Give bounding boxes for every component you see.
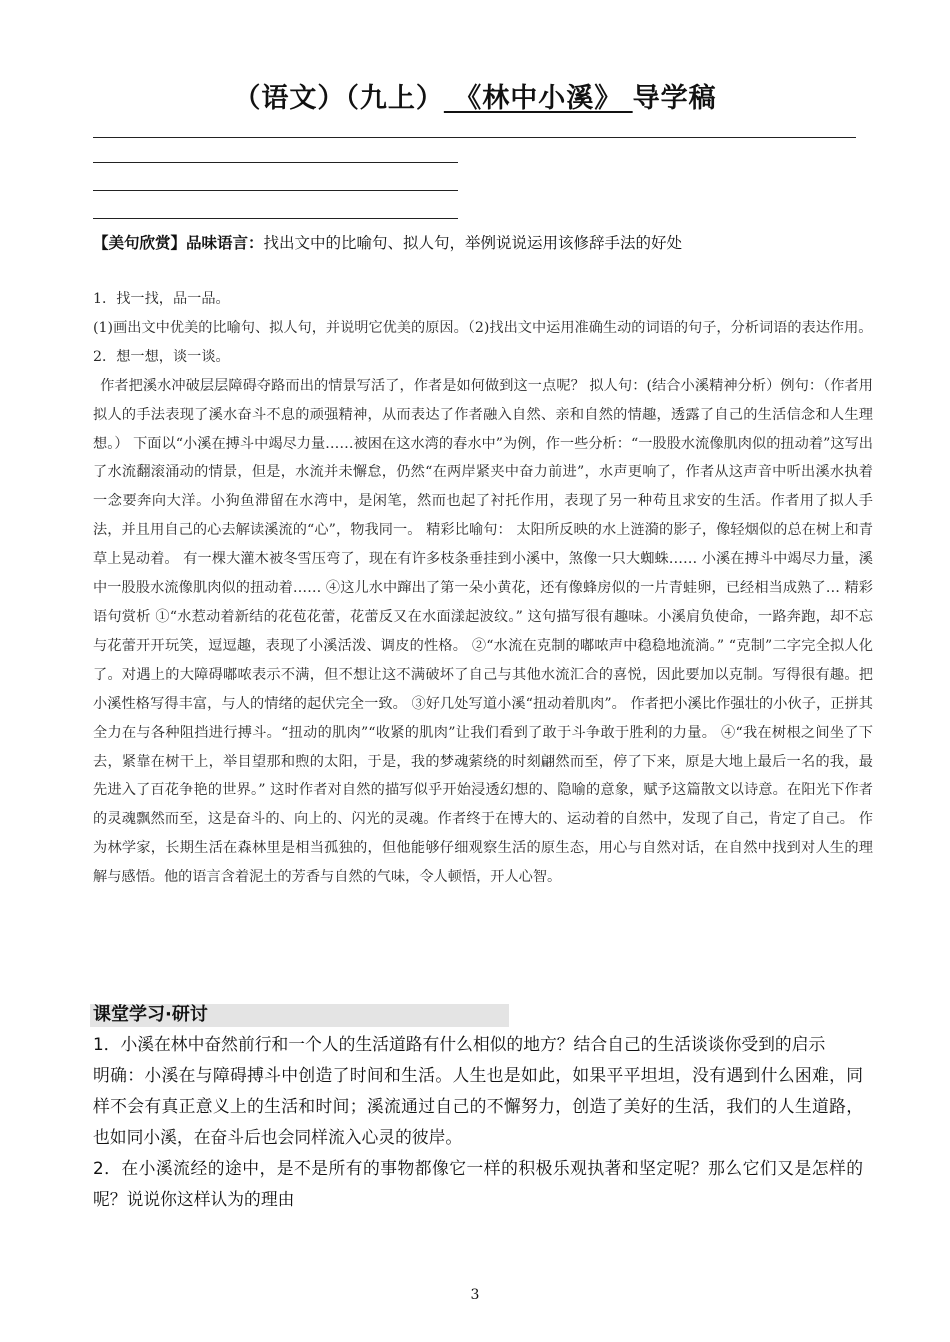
notes-item2-body: 作者把溪水冲破层层障碍夺路而出的情景写活了，作者是如何做到这一点呢？ 拟人句：(结合小溪精神分析）例句：（作者用拟人的手法表现了溪水奋斗不息的顽强精神，从而表达了作者融入自然、亲和自然的情趣，透露了自己的生活信念和人生理想。） 下面以“小溪在搏斗中竭尽力量……被困在这水湾的春水中”为例，作一些分析：“一股股水流像肌肉似的扭动着”这写出了水流翻滚涌动的情景，但是，水流并未懈怠，仍然“在两岸紧夹中奋力前进”，水声更响了，作者从这声音中听出溪水执着一念要奔向大洋。小狗鱼滞留在水湾中，是闲笔，然而也起了衬托作用，表现了另一种苟且求安的生活。作者用了拟人手法，并且用自己的心去解读溪流的“心”，物我同一。 精彩比喻句： 太阳所反映的水上涟漪的影子，像轻烟似的总在树上和青草上晃动着。 有一棵大灌木被冬雪压弯了，现在有许多枝条垂挂到小溪中，煞像一只大蜘蛛…… 小溪在搏斗中竭尽力量，溪中一股股水流像肌肉似的扭动着…… ④这儿水中蹿出了第一朵小黄花，还有像蜂房似的一片青蛙卵，已经相当成熟了… 精彩语句赏析 ①“水惹动着新结的花苞花蕾，花蕾反又在水面漾起波纹。” 这句描写很有趣味。小溪肩负使命，一路奔跑，却不忘与花蕾开开玩笑，逗逗趣，表现了小溪活泼、调皮的性格。 ②“水流在克制的嘟哝声中稳稳地流淌。” “克制”二字完全拟人化了。对遇上的大障碍嘟哝表示不满，但不想让这不满破坏了自己与其他水流汇合的喜悦，因此要加以克制。写得很有趣。把小溪性格写得丰富，与人的情绪的起伏完全一致。 ③好几处写道小溪“扭动着肌肉”。 作者把小溪比作强壮的小伙子，正拼其全力在与各种阻挡进行搏斗。“扭动的肌肉”“收紧的肌肉”让我们看到了敢于斗争敢于胜利的力量。 ④“我在树根之间坐了下去，紧靠在树干上，举目望那和煦的太阳，于是，我的梦魂萦绕的时刻翩然而至，停了下来，原是大地上最后一名的我，最先进入了百花争艳的世界。” 这时作者对自然的描写似乎开始浸透幻想的、隐喻的意象，赋予这篇散文以诗意。在阳光下作者的灵魂飘然而至，这是奋斗的、向上的、闪光的灵魂。作者终于在博大的、运动着的自然中，发现了自己，肯定了自己。 作为林学家，长期生活在森林里是相当孤独的，但他能够仔细观察生活的原生态，用心与自然对话，在自然中找到对人生的理解与感悟。他的语言含着泥土的芳香与自然的气味，令人顿悟，开人心智。 [93, 377, 873, 886]
page-title [0, 76, 950, 115]
notes-item1-body: (1)画出文中优美的比喻句、拟人句，并说明它优美的原因。（2)找出文中运用准确生动的词语的句子，分析词语的表达作用。 [93, 319, 873, 336]
title-prefix: （语文）（九上） [233, 83, 444, 114]
notes-item1-heading: 1．找一找，品一品。 [93, 291, 230, 307]
beauty-section-heading [93, 232, 873, 254]
study-section [93, 1029, 863, 1215]
blank-line-1 [93, 162, 458, 163]
beauty-section-label: 【美句欣赏】品味语言： [93, 234, 264, 252]
question-1: 1．小溪在林中奋然前行和一个人的生活道路有什么相似的地方？结合自己的生活谈谈你受到的启示 [93, 1034, 826, 1054]
page-number: 3 [470, 1287, 480, 1303]
notes-item2-heading: 2．想一想，谈一谈。 [93, 348, 230, 365]
question-2: 2．在小溪流经的途中，是不是所有的事物都像它一样的积极乐观执著和坚定呢？那么它们又是怎样的呢？说说你这样认为的理由 [93, 1158, 863, 1209]
answer-1: 明确：小溪在与障碍搏斗中创造了时间和生活。人生也是如此，如果平平坦坦，没有遇到什么困难，同样不会有真正意义上的生活和时间；溪流通过自己的不懈努力，创造了美好的生活，我们的人生道路，也如同小溪，在奋斗后也会同样流入心灵的彼岸。 [93, 1065, 863, 1147]
divider-line-full [93, 137, 856, 138]
beauty-section-instruction: 找出文中的比喻句、拟人句，举例说说运用该修辞手法的好处 [263, 234, 683, 252]
title-suffix: 导学稿 [632, 83, 717, 114]
blank-line-3 [93, 218, 458, 219]
study-section-heading: 课堂学习·研讨 [93, 1004, 208, 1025]
study-notes [93, 285, 873, 892]
blank-line-2 [93, 190, 458, 191]
title-lesson-name: 《林中小溪》 [443, 83, 633, 114]
